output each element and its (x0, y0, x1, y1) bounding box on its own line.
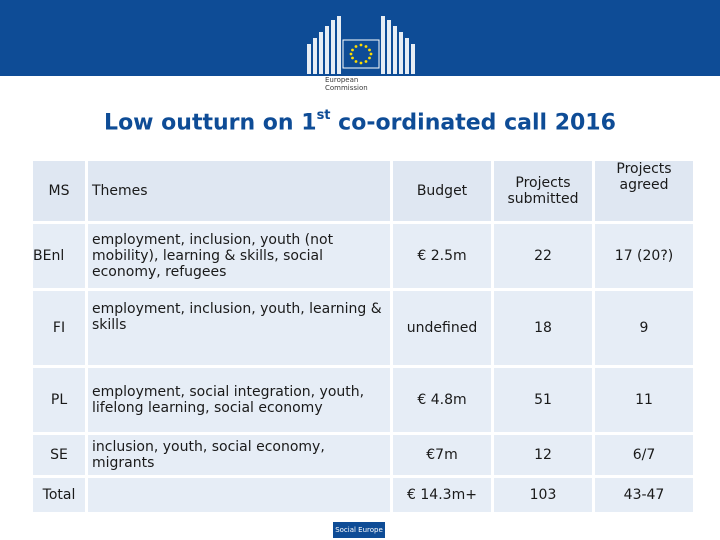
title-sup: st (316, 108, 331, 123)
cell-themes: employment, inclusion, youth, learning & skills (88, 291, 390, 365)
cell-submitted: 22 (494, 224, 592, 288)
cell-agreed: 6/7 (595, 435, 693, 475)
col-header-projects-submitted: Projects submitted (494, 161, 592, 221)
cell-agreed: 17 (20?) (595, 224, 693, 288)
table-row (33, 435, 693, 475)
cell-total-themes (88, 478, 390, 512)
title-pre: Low outturn on 1 (104, 110, 317, 136)
cell-budget: undefined (393, 291, 491, 365)
cell-total-label: Total (33, 478, 85, 512)
col-header-budget: Budget (393, 161, 491, 221)
logo-line-commission: Commission (325, 84, 368, 92)
cell-ms: FI (33, 291, 85, 365)
calls-table (30, 158, 696, 515)
cell-budget: €7m (393, 435, 491, 475)
logo-wordmark (325, 76, 368, 92)
table-row (33, 291, 693, 365)
cell-budget: € 2.5m (393, 224, 491, 288)
cell-total-submitted: 103 (494, 478, 592, 512)
cell-budget: € 4.8m (393, 368, 491, 432)
title-post: co-ordinated call 2016 (330, 110, 616, 136)
table-row (33, 368, 693, 432)
table-header-row (33, 161, 693, 221)
cell-themes: employment, social integration, youth, lifelong learning, social economy (88, 368, 390, 432)
cell-total-agreed: 43-47 (595, 478, 693, 512)
social-europe-logo: Social Europe (333, 522, 385, 538)
cell-themes: employment, inclusion, youth (not mobility), learning & skills, social economy, refugees (88, 224, 390, 288)
cell-ms: PL (33, 368, 85, 432)
cell-ms: SE (33, 435, 85, 475)
cell-total-budget: € 14.3m+ (393, 478, 491, 512)
col-header-projects-agreed: Projects agreed (595, 161, 693, 221)
col-header-themes: Themes (88, 161, 390, 221)
slide-title (0, 110, 720, 135)
table-row (33, 224, 693, 288)
cell-agreed: 9 (595, 291, 693, 365)
cell-agreed: 11 (595, 368, 693, 432)
logo-line-european: European (325, 76, 359, 84)
cell-submitted: 12 (494, 435, 592, 475)
cell-themes: inclusion, youth, social economy, migrants (88, 435, 390, 475)
col-header-ms: MS (33, 161, 85, 221)
cell-submitted: 18 (494, 291, 592, 365)
cell-submitted: 51 (494, 368, 592, 432)
cell-ms: BEnl (33, 224, 85, 288)
table-total-row (33, 478, 693, 512)
